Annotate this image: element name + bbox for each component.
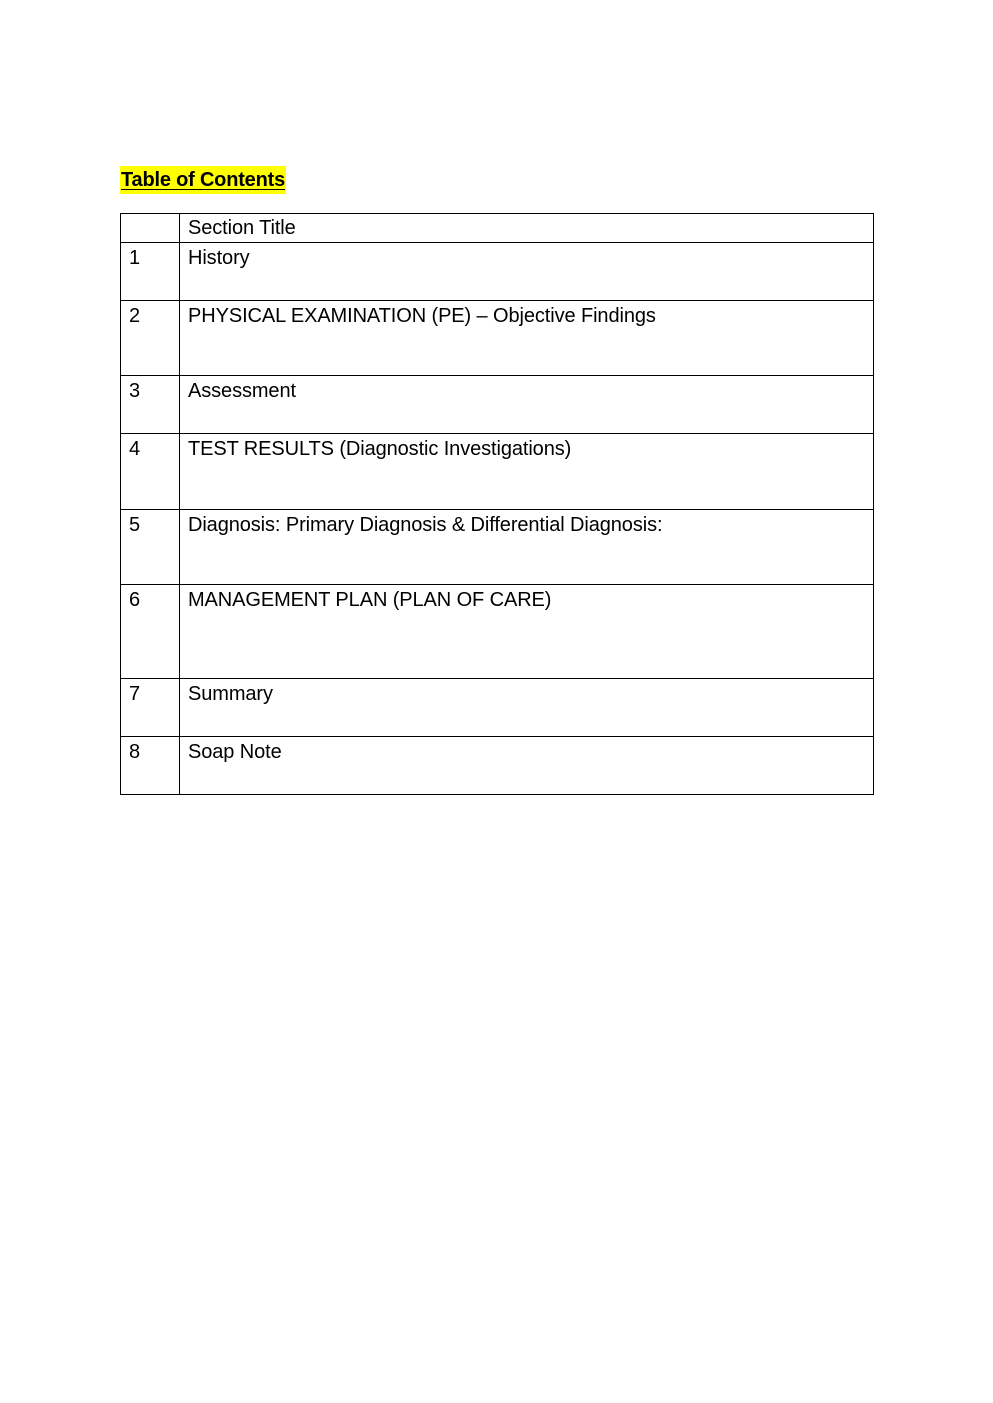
table-row [121, 243, 874, 301]
table-row [121, 301, 874, 376]
row-number: 1 [121, 243, 180, 301]
row-number: 5 [121, 510, 180, 585]
row-number: 6 [121, 585, 180, 679]
row-title: PHYSICAL EXAMINATION (PE) – Objective Findings [180, 301, 874, 376]
row-title: Assessment [180, 376, 874, 434]
row-title: Summary [180, 679, 874, 737]
row-number: 4 [121, 434, 180, 510]
table-row [121, 434, 874, 510]
row-number: 3 [121, 376, 180, 434]
table-row [121, 679, 874, 737]
header-title-cell: Section Title [180, 214, 874, 243]
table-row [121, 737, 874, 795]
row-number: 2 [121, 301, 180, 376]
row-title: TEST RESULTS (Diagnostic Investigations) [180, 434, 874, 510]
row-title: MANAGEMENT PLAN (PLAN OF CARE) [180, 585, 874, 679]
row-number: 8 [121, 737, 180, 795]
table-header-row [121, 214, 874, 243]
row-number: 7 [121, 679, 180, 737]
table-row [121, 585, 874, 679]
row-title: Diagnosis: Primary Diagnosis & Differential Diagnosis: [180, 510, 874, 585]
toc-table [120, 213, 874, 795]
row-title: History [180, 243, 874, 301]
table-row [121, 376, 874, 434]
header-number-cell [121, 214, 180, 243]
table-row [121, 510, 874, 585]
toc-heading: Table of Contents [120, 166, 286, 194]
row-title: Soap Note [180, 737, 874, 795]
